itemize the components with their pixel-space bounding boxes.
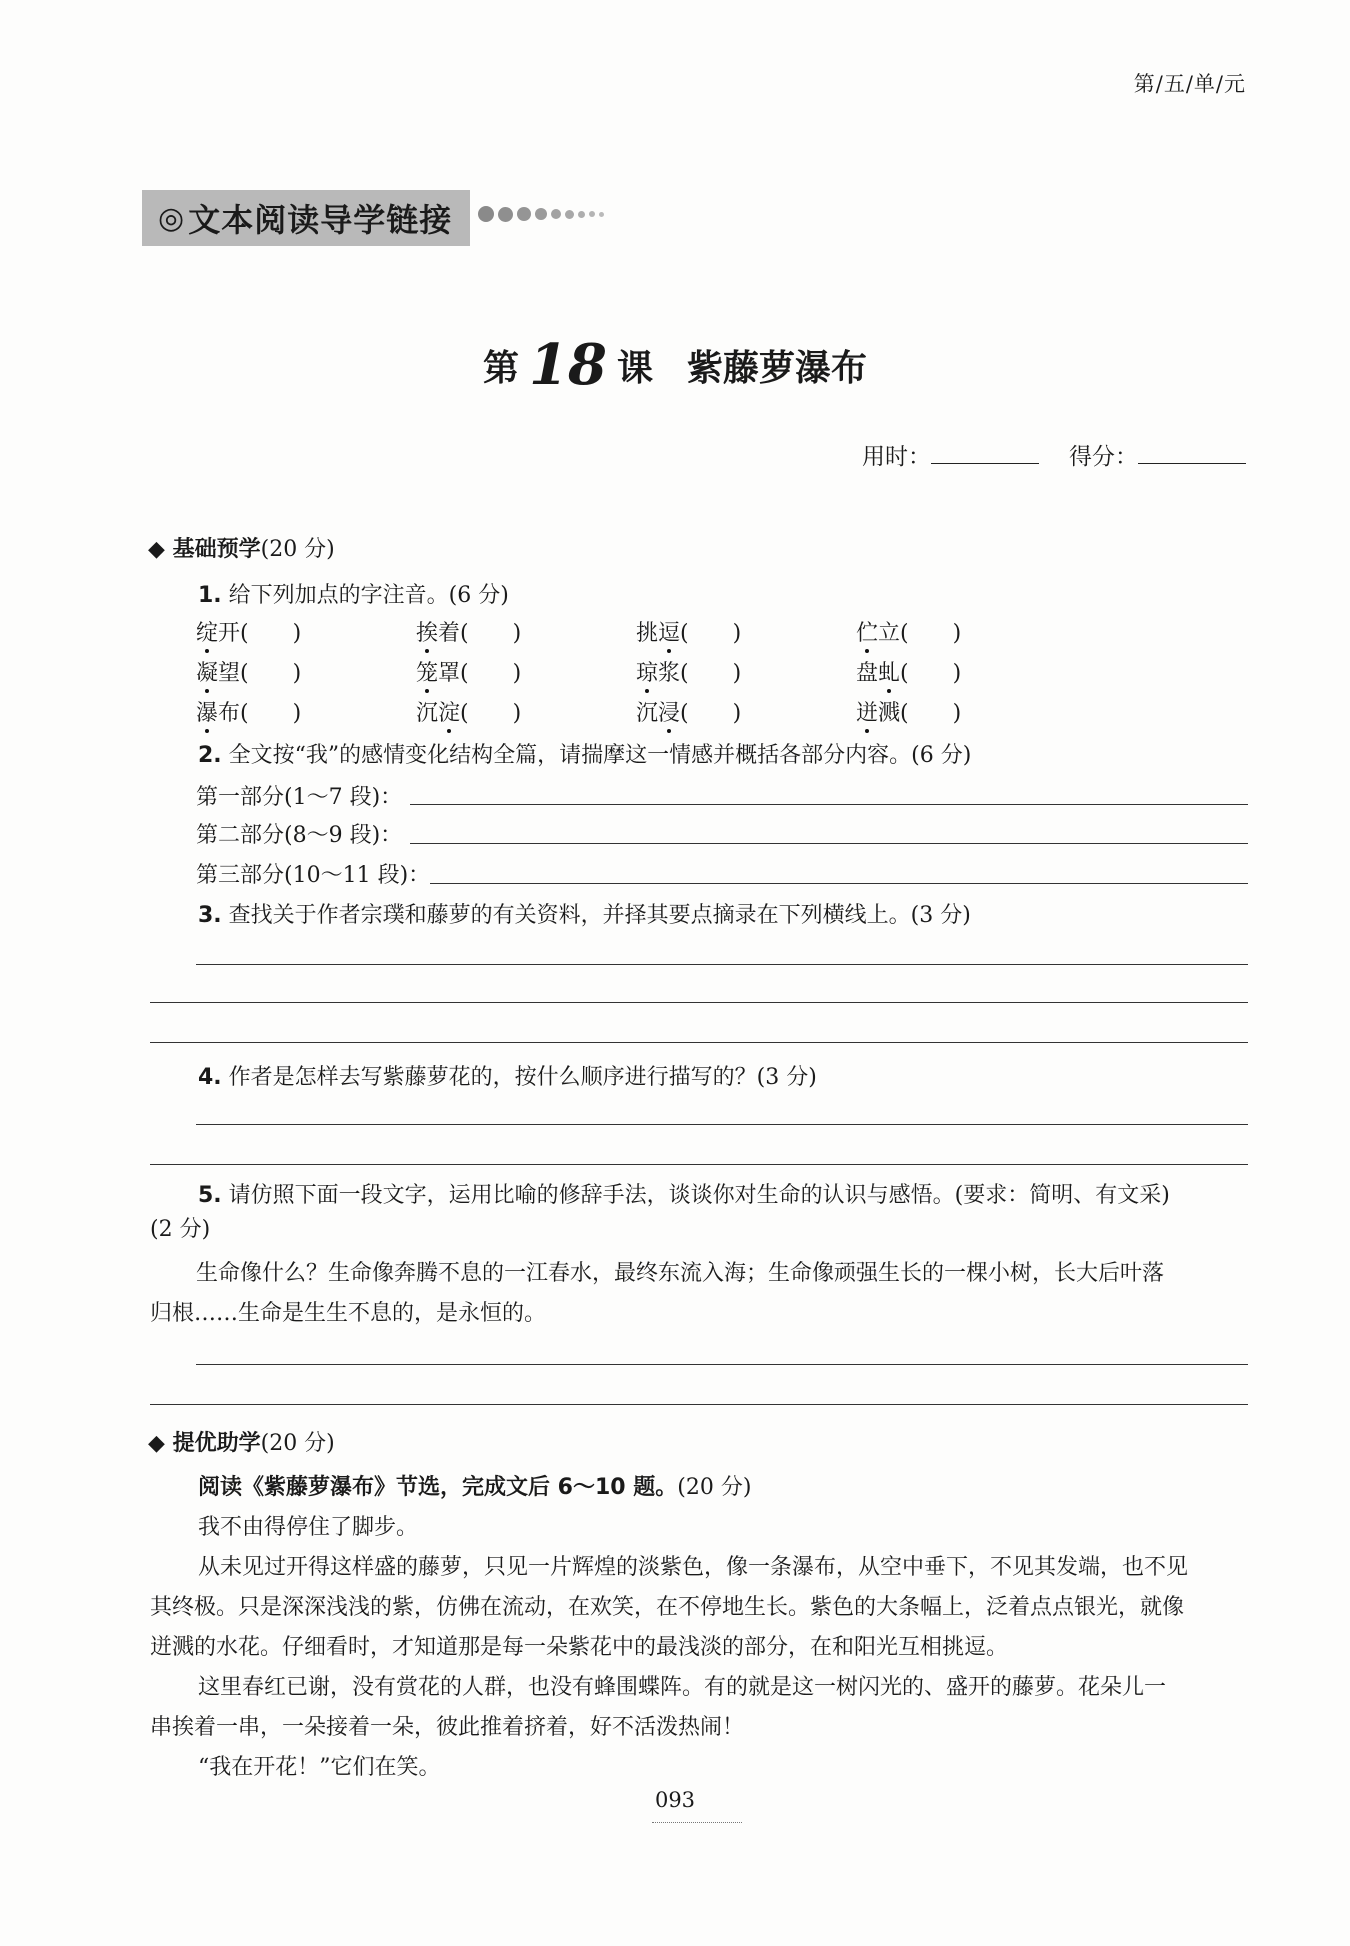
pinyin-row — [196, 696, 1076, 732]
word-item: 迸溅( ) — [856, 696, 961, 727]
section-banner — [142, 190, 470, 246]
answer-line[interactable] — [430, 883, 1248, 884]
title-prefix: 第 — [483, 348, 520, 389]
question-number: 1. — [198, 583, 222, 608]
diamond-icon: ◆ — [148, 537, 165, 562]
question-1 — [198, 578, 509, 609]
answer-line[interactable] — [150, 1164, 1248, 1165]
question-4 — [198, 1060, 817, 1091]
passage-line: 我不由得停住了脚步。 — [198, 1515, 419, 1540]
time-blank[interactable] — [931, 463, 1039, 464]
passage-line: 从未见过开得这样盛的藤萝，只见一片辉煌的淡紫色，像一条瀑布，从空中垂下，不见其发端，也不见 — [198, 1555, 1189, 1580]
passage-line: 串挨着一串，一朵接着一朵，彼此推着挤着，好不活泼热闹！ — [150, 1715, 745, 1740]
question-number: 3. — [198, 903, 222, 928]
lesson-number: 18 — [529, 332, 607, 398]
part-2-label: 第二部分(8～9 段)： — [196, 823, 403, 848]
page-number-underline — [652, 1822, 742, 1823]
lesson-name: 紫藤萝瀑布 — [686, 348, 867, 389]
passage-line: “我在开花！”它们在笑。 — [198, 1755, 441, 1780]
question-text: 请仿照下面一段文字，运用比喻的修辞手法，谈谈你对生命的认识与感悟。(要求：简明、有文采) — [228, 1183, 1170, 1208]
section-title: 提优助学 — [172, 1431, 261, 1456]
passage-line: 迸溅的水花。仔细看时，才知道那是每一朵紫花中的最浅淡的部分，在和阳光互相挑逗。 — [150, 1635, 1009, 1660]
pinyin-row — [196, 616, 1076, 652]
section-title: 基础预学 — [172, 537, 261, 562]
score-label: 得分： — [1069, 444, 1138, 470]
time-label: 用时： — [862, 444, 931, 470]
decorative-dots — [478, 206, 608, 222]
word-item: 沉淀( ) — [416, 696, 521, 727]
passage-line: 这里春红已谢，没有赏花的人群，也没有蜂围蝶阵。有的就是这一树闪光的、盛开的藤萝。花朵儿一 — [198, 1675, 1167, 1700]
instruction-points: (20 分) — [677, 1475, 752, 1500]
reading-instruction — [198, 1470, 751, 1501]
question-text: 查找关于作者宗璞和藤萝的有关资料，并择其要点摘录在下列横线上。(3 分) — [228, 903, 971, 928]
unit-header: 第/五/单/元 — [1133, 72, 1246, 96]
title-suffix: 课 — [616, 348, 653, 389]
passage-line: 其终极。只是深深浅浅的紫，仿佛在流动，在欢笑，在不停地生长。紫色的大条幅上，泛着点点银光，就像 — [150, 1595, 1185, 1620]
bullseye-icon: ◎ — [158, 200, 185, 236]
word-item: 凝望( ) — [196, 656, 301, 687]
word-item: 瀑布( ) — [196, 696, 301, 727]
question-number: 2. — [198, 743, 222, 768]
section-basic-heading — [148, 532, 335, 563]
word-item: 挨着( ) — [416, 616, 521, 647]
sample-text-line: 归根……生命是生生不息的，是永恒的。 — [150, 1301, 547, 1326]
answer-line[interactable] — [196, 1124, 1248, 1125]
section-points: (20 分) — [260, 1431, 335, 1456]
answer-line[interactable] — [150, 1404, 1248, 1405]
answer-line[interactable] — [196, 964, 1248, 965]
diamond-icon: ◆ — [148, 1431, 165, 1456]
question-5 — [198, 1178, 1170, 1209]
word-item: 挑逗( ) — [636, 616, 741, 647]
word-item: 沉浸( ) — [636, 696, 741, 727]
word-item: 笼罩( ) — [416, 656, 521, 687]
part-1-label: 第一部分(1～7 段)： — [196, 785, 403, 810]
section-points: (20 分) — [260, 537, 335, 562]
answer-line[interactable] — [410, 804, 1248, 805]
instruction-text: 阅读《紫藤萝瀑布》节选，完成文后 6～10 题。 — [198, 1475, 678, 1500]
score-blank[interactable] — [1138, 463, 1246, 464]
answer-line[interactable] — [150, 1002, 1248, 1003]
page-number: 093 — [654, 1788, 696, 1812]
lesson-title — [0, 332, 1350, 398]
question-text: 全文按“我”的感情变化结构全篇，请揣摩这一情感并概括各部分内容。(6 分) — [228, 743, 972, 768]
pinyin-row — [196, 656, 1076, 692]
question-text: 给下列加点的字注音。(6 分) — [228, 583, 509, 608]
answer-line[interactable] — [410, 843, 1248, 844]
word-item: 盘虬( ) — [856, 656, 961, 687]
word-item: 绽开( ) — [196, 616, 301, 647]
question-number: 4. — [198, 1065, 222, 1090]
banner-title: 文本阅读导学链接 — [188, 201, 453, 239]
answer-line[interactable] — [150, 1042, 1248, 1043]
question-5-points: (2 分) — [150, 1217, 211, 1242]
answer-line[interactable] — [196, 1364, 1248, 1365]
sample-text-line: 生命像什么？生命像奔腾不息的一江春水，最终东流入海；生命像顽强生长的一棵小树，长大后叶落 — [196, 1261, 1165, 1286]
time-score-fields — [862, 438, 1246, 471]
question-number: 5. — [198, 1183, 222, 1208]
word-item: 琼浆( ) — [636, 656, 741, 687]
question-3 — [198, 898, 971, 929]
part-3-label: 第三部分(10～11 段)： — [196, 863, 431, 888]
word-item: 伫立( ) — [856, 616, 961, 647]
section-advanced-heading — [148, 1426, 335, 1457]
question-2 — [198, 738, 971, 769]
question-text: 作者是怎样去写紫藤萝花的，按什么顺序进行描写的？(3 分) — [228, 1065, 817, 1090]
